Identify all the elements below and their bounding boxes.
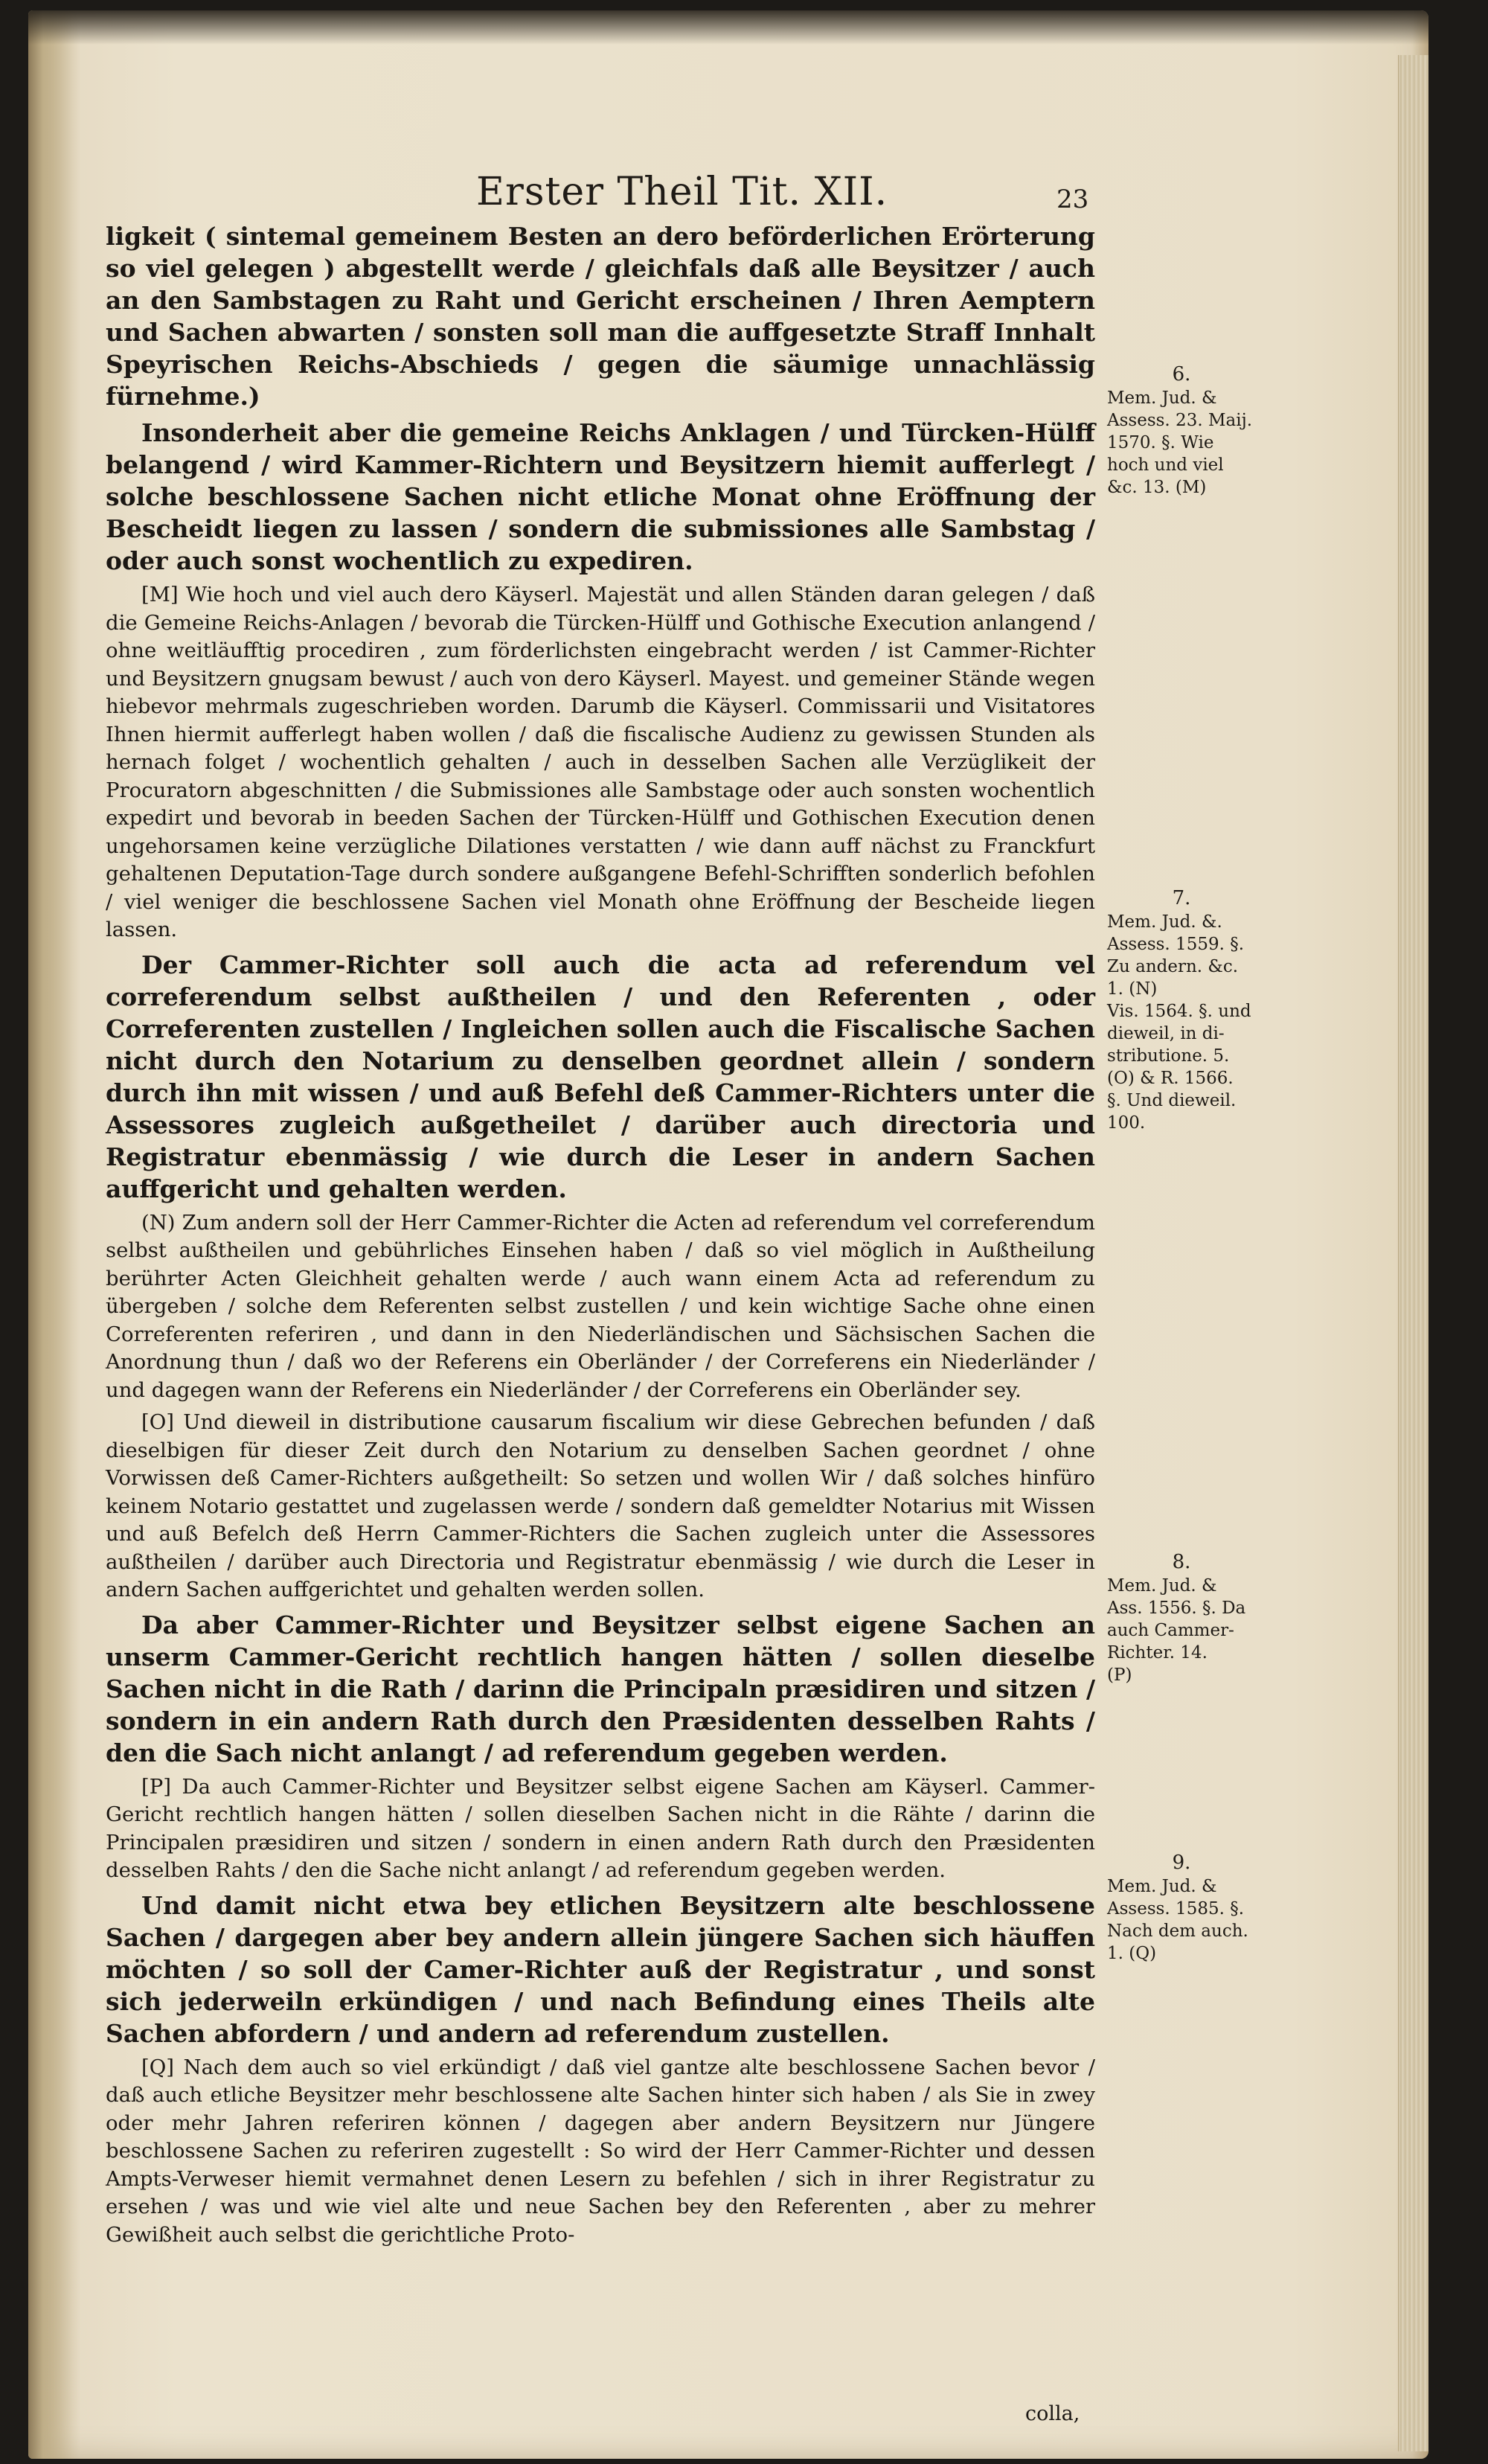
margin-note-line: Assess. 1585. §. <box>1107 1899 1245 1919</box>
margin-note-line: stributione. 5. <box>1107 1046 1230 1066</box>
margin-note <box>1107 887 1256 1134</box>
margin-note-line: dieweil, in di- <box>1107 1024 1225 1043</box>
margin-note-line: 1570. §. Wie <box>1107 433 1214 452</box>
text-column <box>106 220 1095 2253</box>
running-head: Erster Theil Tit. XII. <box>476 170 888 214</box>
margin-note-line: auch Cammer- <box>1107 1621 1234 1640</box>
margin-note-line: Richter. 14. <box>1107 1643 1208 1663</box>
margin-note-line: 1. (Q) <box>1107 1944 1157 1963</box>
margin-note-number: 7. <box>1172 887 1191 909</box>
margin-note-line: Vis. 1564. §. und <box>1107 1002 1251 1021</box>
margin-note-line: Assess. 1559. §. <box>1107 935 1245 954</box>
margin-note <box>1107 363 1256 499</box>
margin-note <box>1107 1551 1256 1686</box>
margin-note-line: (P) <box>1107 1665 1132 1685</box>
margin-note-number: 6. <box>1172 363 1191 385</box>
margin-note-line: 1. (N) <box>1107 979 1158 999</box>
main-paragraph: Der Cammer-Richter soll auch die acta ad referendum vel correferendum selbst außtheilen / und den Referenten , oder Correferenten zustellen / Ingleichen sollen auch die Fiscalische Sachen nicht durch den Notarium zu denselben geordnet allein / sondern durch ihn mit wissen / und auß Befehl deß Cammer-Richters unter die Assessores zugleich außgetheilet / darüber auch directoria und Registratur ebenmässig / wie durch die Leser in andern Sachen auffgericht und gehalten werden. <box>106 950 1095 1203</box>
margin-note-line: Zu andern. &c. <box>1107 957 1239 976</box>
top-shadow <box>28 10 1428 45</box>
page-number: 23 <box>1056 185 1089 214</box>
margin-note-line: hoch und viel <box>1107 455 1224 475</box>
note-paragraph: [M] Wie hoch und viel auch dero Käyserl. Majestät und allen Ständen daran gelegen / daß die Gemeine Reichs-Anlagen / bevorab die Türcken-Hülff und Gothische Execution anlangend / ohne weitläufftig procediren , zum förderlichsten eingebracht werden / ist Cammer-Richter und Beysitzern gnugsam bewust / auch von dero Käyserl. Mayest. und gemeiner Stände wegen hiebevor mehrmals zugeschrieben worden. Darumb die Käyserl. Commissarii und Visitatores Ihnen hiermit aufferlegt haben wollen / daß die fiscalische Audienz zu gewissen Stunden als hernach folget / wochentlich gehalten / auch in desselben Sachen alle Verzüglikeit der Procuratorn abgeschnitten / die Submissiones alle Sambstage oder auch sonsten wochentlich expedirt und bevorab in beeden Sachen der Türcken-Hülff und Gothischen Execution denen ungehorsamen keine verzügliche Dilationes verstatten / wie dann auff nächst zu Franckfurt gehaltenen Deputation-Tage durch sondere außgangene Befehl-Schrifften sonderlich befohlen / viel weniger die beschlossene Sachen viel Monath ohne Eröffnung der Bescheide liegen lassen. <box>106 583 1095 941</box>
note-paragraph: [O] Und dieweil in distributione causarum fiscalium wir diese Gebrechen befunden / daß dieselbigen für dieser Zeit durch den Notarium zu denselben Sachen geordnet / ohne Vorwissen deß Camer-Richters außgetheilt: So setzen und wollen Wir / daß solches hinfüro keinem Notario gestattet und zugelassen werde / sondern daß gemeldter Notarius mit Wissen und auß Befelch deß Herrn Cammer-Richters die Sachen zugleich unter die Assessores außtheilen / darüber auch Directoria und Registratur ebenmässig / wie durch die Leser in andern Sachen auffgerichtet und gehalten werden sollen. <box>106 1410 1095 1601</box>
margin-note-line: Assess. 23. Maij. <box>1107 411 1253 430</box>
catchword: colla, <box>1025 2402 1080 2425</box>
main-paragraph: Da aber Cammer-Richter und Beysitzer selbst eigene Sachen an unserm Cammer-Gericht rechtlich hangen hätten / sollen dieselbe Sachen nicht in die Rath / darinn die Principaln præsidiren und sitzen / sondern in ein andern Rath durch den Præsidenten desselben Rahts / den die Sach nicht anlangt / ad referendum gegeben werden. <box>106 1610 1095 1767</box>
margin-note-line: Mem. Jud. & <box>1107 388 1217 408</box>
margin-note-line: Mem. Jud. & <box>1107 1576 1217 1596</box>
margin-note <box>1107 1852 1256 1965</box>
margin-note-line: Mem. Jud. &. <box>1107 912 1222 932</box>
margin-note-line: Ass. 1556. §. Da <box>1107 1599 1246 1618</box>
margin-note-number: 8. <box>1172 1551 1191 1573</box>
margin-note-line: Nach dem auch. <box>1107 1921 1248 1941</box>
main-paragraph: Insonderheit aber die gemeine Reichs Anklagen / und Türcken-Hülff belangend / wird Kammer-Richtern und Beysitzern hiemit aufferlegt / solche beschlossene Sachen nicht etliche Monat ohne Eröffnung der Bescheidt liegen zu lassen / sondern die submissiones alle Sambstag / oder auch sonst wochentlich zu expediren. <box>106 418 1095 575</box>
note-paragraph: [P] Da auch Cammer-Richter und Beysitzer selbst eigene Sachen am Käyserl. Cammer-Gericht rechtlich hangen hätten / sollen dieselben Sachen nicht in die Rähte / darinn die Principalen præsidiren und sitzen / sondern in einen andern Rath durch den Præsidenten desselben Rahts / den die Sache nicht anlangt / ad referendum gegeben werden. <box>106 1774 1095 1882</box>
margin-note-line: (O) & R. 1566. <box>1107 1069 1234 1088</box>
page-edge <box>1398 55 1428 2451</box>
margin-note-number: 9. <box>1172 1852 1191 1874</box>
main-paragraph: Und damit nicht etwa bey etlichen Beysitzern alte beschlossene Sachen / dargegen aber bey andern allein jüngere Sachen sich häuffen möchten / so soll der Camer-Richter auß der Registratur , und sonst sich jederweiln erkündigen / und nach Befindung eines Theils alte Sachen abfordern / und andern ad referendum zustellen. <box>106 1890 1095 2048</box>
note-paragraph: [Q] Nach dem auch so viel erkündigt / daß viel gantze alte beschlossene Sachen bevor / daß auch etliche Beysitzer mehr beschlossene alte Sachen hinter sich haben / als Sie in zwey oder mehr Jahren referiren können / dagegen aber andern Beysitzern nur Jüngere beschlossene Sachen zu referiren zugestellt : So wird der Herr Cammer-Richter und dessen Ampts-Verweser hiemit vermahnet denen Lesern zu befehlen / sich in ihrer Registratur zu ersehen / was und wie viel alte und neue Sachen bey den Referenten , aber zu mehrer Gewißheit auch selbst die gerichtliche Proto- <box>106 2055 1095 2247</box>
main-paragraph: ligkeit ( sintemal gemeinem Besten an dero beförderlichen Erörterung so viel gelegen ) abgestellt werde / gleichfals daß alle Beysitzer / auch an den Sambstagen zu Raht und Gericht erscheinen / Ihren Aemptern und Sachen abwarten / sonsten soll man die auffgesetzte Straff Innhalt Speyrischen Reichs-Abschieds / gegen die säumige unnachlässig fürnehme.) <box>106 222 1095 411</box>
margin-note-line: &c. 13. (M) <box>1107 478 1207 497</box>
margin-note-line: §. Und dieweil. <box>1107 1091 1237 1110</box>
binding-gutter <box>28 10 80 2459</box>
margin-note-line: 100. <box>1107 1113 1146 1133</box>
note-paragraph: (N) Zum andern soll der Herr Cammer-Richter die Acten ad referendum vel correferendum selbst außtheilen und gebührliches Einsehen haben / daß so viel möglich in Außtheilung berührter Acten Gleichheit gehalten werde / auch wann einem Acta ad referendum zu übergeben / solche dem Referenten selbst zustellen / und kein wichtige Sache ohne einen Correferenten referiren , und dann in den Niederländischen und Sächsischen Sachen die Anordnung thun / daß wo der Referens ein Oberländer / der Correferens ein Niederländer / und dagegen wann der Referens ein Niederländer / der Correferens ein Oberländer sey. <box>106 1210 1095 1402</box>
margin-note-line: Mem. Jud. & <box>1107 1877 1217 1896</box>
